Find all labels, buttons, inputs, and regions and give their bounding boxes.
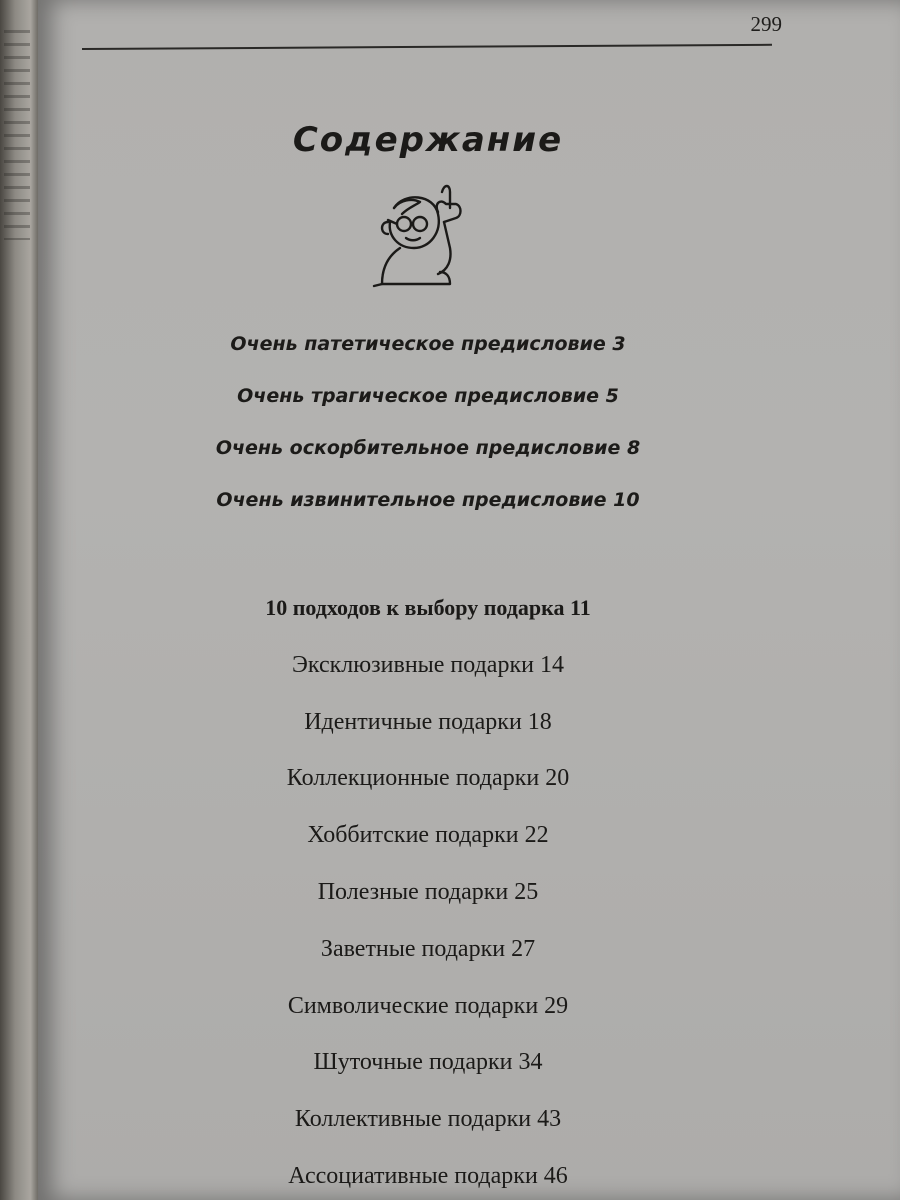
toc-entry-preface: Очень трагическое предисловие 5: [237, 385, 619, 407]
prefaces-list: [178, 318, 678, 526]
toc-entry: Ассоциативные подарки 46: [288, 1162, 568, 1189]
toc-entry: Символические подарки 29: [287, 992, 569, 1019]
pointing-cartoon-character-icon: [364, 178, 474, 296]
toc-entry: Эксклюзивные подарки 14: [292, 651, 564, 678]
header-rule: [82, 44, 772, 50]
book-page: [38, 0, 900, 1200]
toc-entry: Хоббитские подарки 22: [307, 822, 549, 849]
toc-entry: Коллекционные подарки 20: [286, 765, 570, 792]
page-number: 299: [750, 12, 782, 36]
toc-entry-preface: Очень патетическое предисловие 3: [230, 333, 626, 355]
toc-entry: Заветные подарки 27: [320, 935, 536, 962]
toc-entry: Коллективные подарки 43: [294, 1106, 562, 1133]
page-title: Содержание: [292, 120, 564, 160]
toc-entry: Шуточные подарки 34: [313, 1049, 543, 1076]
chapters-list: [158, 580, 698, 1200]
previous-page-text-fragment: [4, 20, 30, 240]
toc-entry-preface: Очень извинительное предисловие 10: [216, 489, 640, 511]
toc-entry: Полезные подарки 25: [317, 878, 539, 905]
previous-page-edge: [0, 0, 38, 1200]
toc-entry: Идентичные подарки 18: [304, 708, 552, 735]
toc-section-heading: 10 подходов к выбору подарка 11: [265, 595, 591, 620]
toc-entry-preface: Очень оскорбительное предисловие 8: [215, 437, 641, 459]
